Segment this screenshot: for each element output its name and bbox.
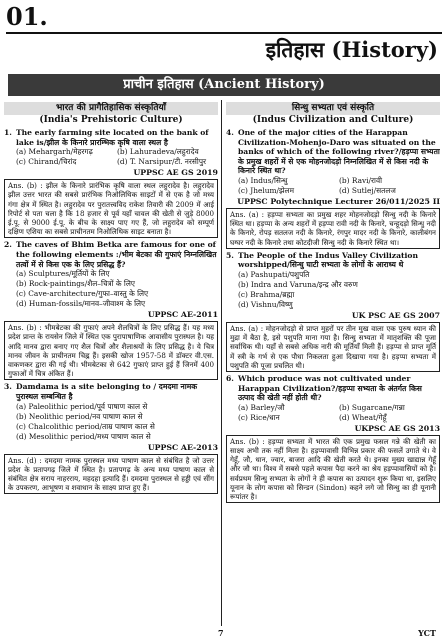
question-5-options <box>238 270 440 310</box>
option: (a) Indus/सिन्धु <box>238 175 288 185</box>
option: (b) Rock-paintings/शैल–चित्रों के लिए <box>16 279 135 289</box>
question-5-source: UK PSC AE GS 2007 <box>351 310 440 320</box>
question-5: 5. The People of the Indus Valley Civilization worshipped/सिन्धु घाटी सभ्यता के लोगों के आराध्य थे <box>226 251 440 270</box>
question-4-text: One of the major cities of the Harappan Civilization-Mohenjo-Daro was situated on the banks of which of the following river?/हड़प्पा सभ्यता के प्रमुख शहरों में से एक मोहनजोदड़ो निम्नलिखित में से किस नदी के किनारे स्थित था? <box>238 128 440 176</box>
publisher-mark: YCT <box>418 628 436 638</box>
option: (c) Brahma/ब्रह्मा <box>238 289 295 299</box>
question-5-text: The People of the Indus Valley Civilization worshipped/सिन्धु घाटी सभ्यता के लोगों के आराध्य थे <box>238 250 418 270</box>
right-column <box>226 102 440 626</box>
question-1-options <box>16 147 218 167</box>
left-column <box>4 102 218 626</box>
left-heading-english: (India's Prehistoric Culture) <box>39 115 183 125</box>
question-3-text: Damdama is a site belonging to / दमदमा नामक पुरास्थल सम्बन्धित है <box>16 382 198 401</box>
answer-4: Ans. (a) : हड़प्पा सभ्यता का प्रमुख शहर मोहनजोदड़ो सिन्धु नदी के किनारे स्थित था। हड़प्पा के अन्य शहरों में हड़प्पा रावी नदी के किनारे, चन्हूदड़ो सिन्धु नदी के किनारे, रोपड़ सतलज नदी के किनारे, रंगपुर मादर नदी के किनारे, कालीबंगन घग्घर नदी के किनारे तथा कोटदीजी सिन्धु नदी के किनारे स्थित था। <box>226 208 440 249</box>
option: (c) Chirand/चिरांद <box>16 157 77 167</box>
option: (b) Lahuradeva/लहुरादेव <box>117 147 199 157</box>
section-banner <box>8 74 440 96</box>
option: (a) Mehargarh/मेहरगढ़ <box>16 147 93 157</box>
question-6-source: UKPSC AE GS 2013 <box>354 423 440 433</box>
question-4-options <box>238 176 440 196</box>
question-2-source: UPPSC AE-2011 <box>147 310 218 320</box>
question-1-source: UPPSC AE GS 2019 <box>133 168 218 178</box>
chapter-title: इतिहास (History) <box>265 37 438 62</box>
left-heading-hindi: भारत की प्रागैतिहासिक संस्कृतियाँ <box>4 102 218 115</box>
chapter-number: 01. <box>6 2 48 31</box>
option: (b) Sugarcane/गन्ना <box>339 402 405 412</box>
question-3-options <box>16 402 218 442</box>
question-4: 4. One of the major cities of the Harappan Civilization-Mohenjo-Daro was situated on the banks of which of the following river?/हड़प्पा सभ्यता के प्रमुख शहरों में से एक मोहनजोदड़ो निम्नलिखित में से किस नदी के किनारे स्थित था? <box>226 128 440 176</box>
question-2: 2. The caves of Bhim Betka are famous for one of the following elements :/भीम बेटका की गुफाएं निम्नलिखित तत्वों में से किस एक के लिए प्रसिद्ध हैं? <box>4 240 217 269</box>
option: (c) Jhelum/झेलम <box>238 185 294 195</box>
answer-5: Ans. (a) : मोहनजोदड़ो से प्राप्त मुहरों पर तीन मुख वाला एक पुरुष ध्यान की मुद्रा में बैठा है, इसे पशुपति माना गया है। सिन्धु सभ्यता में मातृशक्ति की पूजा सर्वाधिक थी। यहाँ से सबसे अधिक नारी की मूर्तियाँ मिली हैं। हड़प्पा से प्राप्त मूर्ति में स्त्री के गर्भ से एक पौधा निकलता हुआ दिखाया गया है। हड़प्पा सभ्यता में पशुपति की पूजा प्रचलित थी। <box>226 322 440 372</box>
option: (a) Barley/जौ <box>238 402 285 412</box>
answer-1: Ans. (b) : झील के किनारे प्रारंभिक कृषि वाला स्थल लहुरादेव है। लहुरादेव झील उत्तर भारत की सबसे प्रारंभिक निओलिथिक साइटों में से एक है जो मध्य गंगा क्षेत्र में स्थित है। लहुरादेव पर पुरातत्त्वविद राकेश तिवारी की 2009 में आई रिपोर्ट से पता चला है कि 18 हजार से पूर्व यहाँ चावल की खेती से जुड़े 8000 ई.पू. से 9000 ई.पू. के बीच के साक्ष्य पाए गए हैं, जो लहुरादेव को सम्पूर्ण दक्षिण एशिया का सबसे प्राचीनतम निओलिथिक साइट बनाता है। <box>4 179 218 238</box>
option: (a) Paleolithic period/पूर्व पाषाण काल से <box>16 401 148 411</box>
header-rule <box>6 32 442 34</box>
question-3-source: UPPSC AE-2013 <box>147 442 218 452</box>
question-3: 3. Damdama is a site belonging to / दमदमा नामक पुरास्थल सम्बन्धित है <box>4 382 218 401</box>
option: (c) Rice/धान <box>238 412 280 422</box>
option: (d) T. Narsipur/टी. नरसीपुर <box>117 157 207 167</box>
option: (d) Wheat/गेहूँ <box>339 412 387 422</box>
question-4-source: UPPSC Polytechnique Lecturer 26/011/2025 II <box>237 196 440 206</box>
question-6-text: Which produce was not cultivated under Harappan Civilization?/हड़प्पा सभ्यता के अंतर्गत किस उत्पाद की खेती नहीं होती थी? <box>238 373 422 403</box>
option: (d) Human-fossils/मानव–जीवाश्म के लिए <box>16 299 146 309</box>
question-2-text: The caves of Bhim Betka are famous for one of the following elements :/भीम बेटका की गुफाएं निम्नलिखित तत्वों में से किस एक के लिए प्रसिद्ध हैं? <box>16 240 217 269</box>
question-1-text: The early farming site located on the bank of lake is/झील के किनारे प्रारम्भिक कृषि वाला स्थल है <box>16 128 209 147</box>
question-6-options <box>238 403 440 423</box>
right-heading-hindi: सिन्धु सभ्यता एवं संस्कृति <box>226 102 440 115</box>
option: (d) Mesolithic period/मध्य पाषाण काल से <box>16 431 151 441</box>
option: (c) Cave-architecture/गुफा–वास्तु के लिए <box>16 289 149 299</box>
page-number: 7 <box>218 628 224 638</box>
question-2-options <box>16 269 218 309</box>
right-heading-english: (Indus Civilization and Culture) <box>252 115 414 125</box>
option: (b) Indra and Varuna/इन्द्र और वरुण <box>238 279 358 289</box>
option: (c) Chalcolithic period/ताम्र पाषाण काल से <box>16 421 155 431</box>
option: (a) Sculptures/मूर्तियों के लिए <box>16 269 110 279</box>
answer-6: Ans. (b) : हड़प्पा सभ्यता में भारत की एक प्रमुख फसल गन्ने की खेती का साक्ष्य अभी तक नहीं मिला है। हड़प्पावासी विभिन्न प्रकार की फसलें उगाते थे। वे गेहूँ, जौ, धान, ज्वार, बाजरा आदि की खेती करते थे। इनका मुख्य खाद्यान्न गेहूँ और जौ था। विश्व में सबसे पहले कपास पैदा करने का श्रेय हड़प्पावासियों को है। सर्वप्रथम सिन्धु सभ्यता के लोगों ने ही कपास का उत्पादन शुरू किया था, इसलिए यूनान के लोग कपास को सिन्डन (Sindon) कहने लगे जो सिन्धु का ही यूनानी रूपांतर है। <box>226 435 440 503</box>
answer-3: Ans. (d) : दमदमा नामक पुरास्थल मध्य पाषाण काल से संबंधित है जो उत्तर प्रदेश के प्रतापगढ़ जिले में स्थित है। प्रतापगढ़ के अन्य मध्य पाषाण काल से संबंधित क्षेत्र सराय नाहरराय, महदहा इत्यादि हैं। दमदमा पुरास्थल से हड्डी एवं सींग के उपकरण, आभूषण व शवाधान के साक्ष्य प्राप्त हुए हैं। <box>4 454 218 495</box>
question-1: 1. The early farming site located on the bank of lake is/झील के किनारे प्रारम्भिक कृषि वाला स्थल है <box>4 128 218 147</box>
option: (b) Neolithic period/नव पाषाण काल से <box>16 411 143 421</box>
column-divider <box>221 100 222 626</box>
option: (d) Vishnu/विष्णु <box>238 299 293 309</box>
answer-2: Ans. (b) : भीमबेटका की गुफाएं अपने शैलचित्रों के लिए प्रसिद्ध हैं। यह मध्य प्रदेश प्रान्त के रायसेन जिले में स्थित एक पुरापाषाणिक आवासीय पुरास्थल है। यह आदि मानव द्वारा बनाए गए शैल चित्रों और शैलाश्रयों के लिए प्रसिद्ध है। ये चित्र मानव जीवन के प्राचीनतम चिह्न हैं। इसकी खोज 1957-58 में डॉक्टर वी.एस. वाकणकर द्वारा की गई थी। भीमबेटका से 642 गुफाएं प्राप्त हुई हैं जिनमें 400 गुफाओं में चित्र अंकित हैं। <box>4 321 218 380</box>
section-banner-text: प्राचीन इतिहास (Ancient History) <box>123 77 325 92</box>
option: (d) Sutlej/सतलज <box>339 185 396 195</box>
option: (b) Ravi/रावी <box>339 175 382 185</box>
question-6: 6. Which produce was not cultivated under Harappan Civilization?/हड़प्पा सभ्यता के अंतर्गत किस उत्पाद की खेती नहीं होती थी? <box>226 374 440 403</box>
option: (a) Pashupati/पशुपति <box>238 269 310 279</box>
